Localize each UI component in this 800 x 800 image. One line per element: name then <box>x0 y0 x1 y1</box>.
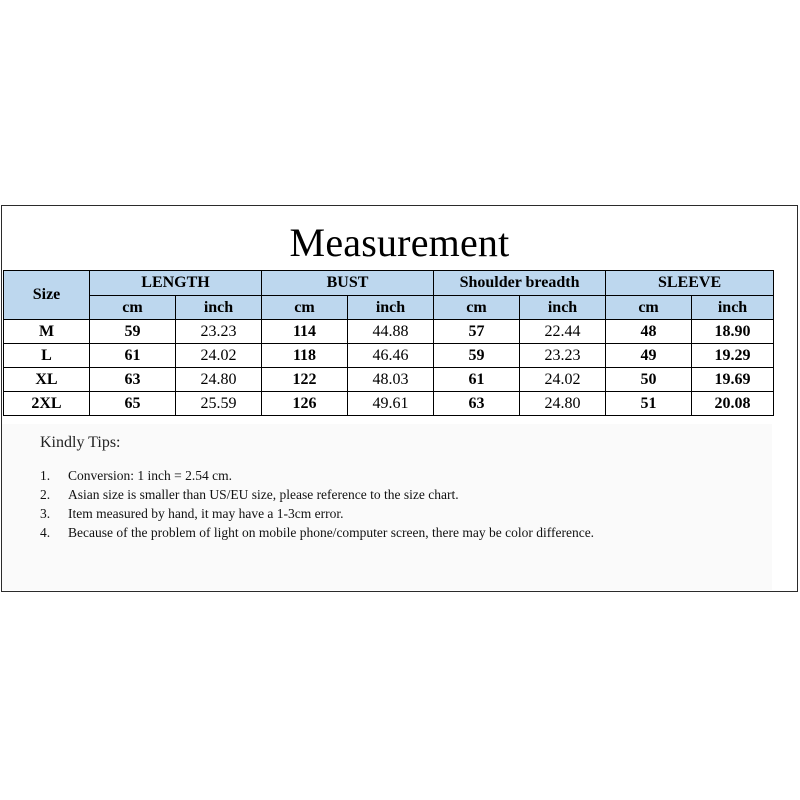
length-cm: 59 <box>90 320 176 344</box>
row-size-label: M <box>4 320 90 344</box>
unit-inch: inch <box>520 296 606 320</box>
tip-text: Item measured by hand, it may have a 1-3cm error. <box>68 506 344 521</box>
tip-text: Asian size is smaller than US/EU size, please reference to the size chart. <box>68 487 459 502</box>
row-size-label: XL <box>4 368 90 392</box>
bust-cm: 114 <box>262 320 348 344</box>
table-row <box>4 320 774 344</box>
shoulder-inch: 23.23 <box>520 344 606 368</box>
size-table <box>3 270 774 416</box>
sleeve-cm: 50 <box>606 368 692 392</box>
bust-inch: 44.88 <box>348 320 434 344</box>
row-size-label: L <box>4 344 90 368</box>
size-chart-card <box>1 205 798 592</box>
tips-title: Kindly Tips: <box>40 434 121 451</box>
bust-cm: 126 <box>262 392 348 416</box>
list-item <box>40 523 680 542</box>
tip-number: 1. <box>40 468 51 483</box>
bust-header: BUST <box>262 271 434 296</box>
table-row <box>4 344 774 368</box>
unit-inch: inch <box>176 296 262 320</box>
bust-inch: 46.46 <box>348 344 434 368</box>
sleeve-inch: 20.08 <box>692 392 774 416</box>
sleeve-inch: 18.90 <box>692 320 774 344</box>
shoulder-header: Shoulder breadth <box>434 271 606 296</box>
size-header: Size <box>4 271 90 320</box>
shoulder-inch: 24.80 <box>520 392 606 416</box>
table-row <box>4 392 774 416</box>
bust-cm: 118 <box>262 344 348 368</box>
unit-cm: cm <box>90 296 176 320</box>
tip-text: Because of the problem of light on mobile phone/computer screen, there may be color difference. <box>68 525 595 540</box>
sleeve-header: SLEEVE <box>606 271 774 296</box>
list-item <box>40 485 680 504</box>
list-item <box>40 466 680 485</box>
list-item <box>40 504 680 523</box>
shoulder-inch: 24.02 <box>520 368 606 392</box>
length-cm: 65 <box>90 392 176 416</box>
tips-list <box>40 466 680 542</box>
sleeve-inch: 19.29 <box>692 344 774 368</box>
length-inch: 25.59 <box>176 392 262 416</box>
tips-section <box>2 424 772 590</box>
length-inch: 24.02 <box>176 344 262 368</box>
length-inch: 24.80 <box>176 368 262 392</box>
shoulder-cm: 57 <box>434 320 520 344</box>
sleeve-cm: 49 <box>606 344 692 368</box>
length-cm: 63 <box>90 368 176 392</box>
shoulder-inch: 22.44 <box>520 320 606 344</box>
length-cm: 61 <box>90 344 176 368</box>
length-header: LENGTH <box>90 271 262 296</box>
row-size-label: 2XL <box>4 392 90 416</box>
length-inch: 23.23 <box>176 320 262 344</box>
sleeve-cm: 48 <box>606 320 692 344</box>
table-row <box>4 368 774 392</box>
shoulder-cm: 61 <box>434 368 520 392</box>
chart-title: Measurement <box>289 220 510 265</box>
tip-number: 3. <box>40 506 51 521</box>
unit-cm: cm <box>434 296 520 320</box>
unit-row <box>4 296 774 320</box>
shoulder-cm: 59 <box>434 344 520 368</box>
bust-cm: 122 <box>262 368 348 392</box>
unit-cm: cm <box>606 296 692 320</box>
unit-inch: inch <box>692 296 774 320</box>
tip-text: Conversion: 1 inch = 2.54 cm. <box>68 468 232 483</box>
unit-cm: cm <box>262 296 348 320</box>
tip-number: 4. <box>40 525 51 540</box>
sleeve-cm: 51 <box>606 392 692 416</box>
table-header-row <box>4 271 774 296</box>
bust-inch: 49.61 <box>348 392 434 416</box>
bust-inch: 48.03 <box>348 368 434 392</box>
sleeve-inch: 19.69 <box>692 368 774 392</box>
unit-inch: inch <box>348 296 434 320</box>
tip-number: 2. <box>40 487 51 502</box>
shoulder-cm: 63 <box>434 392 520 416</box>
